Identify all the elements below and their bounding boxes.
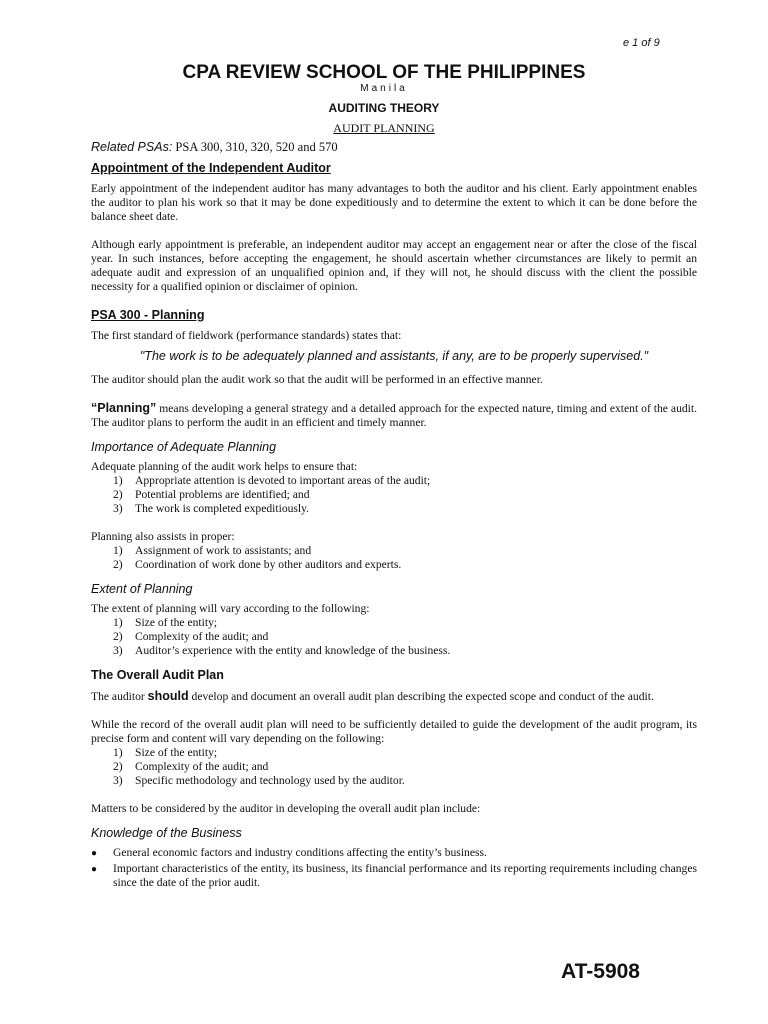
- list-number: 1): [113, 746, 123, 759]
- list-item: [91, 862, 697, 890]
- bullet-icon: ●: [91, 864, 98, 875]
- page-number: e 1 of 9: [623, 37, 660, 49]
- city-label: Manila: [360, 83, 408, 94]
- planning-definition: [91, 401, 697, 430]
- list-text: Coordination of work done by other auditors and experts.: [135, 558, 402, 571]
- list-text: Size of the entity;: [135, 616, 218, 629]
- list-number: 2): [113, 488, 123, 501]
- effective-paragraph: The auditor should plan the audit work so that the audit will be performed in an effective manner.: [91, 373, 543, 386]
- related-psas-value: PSA 300, 310, 320, 520 and 570: [175, 140, 338, 154]
- list-item: [91, 630, 697, 644]
- list-text: Assignment of work to assistants; and: [135, 544, 312, 557]
- knowledge-heading: Knowledge of the Business: [91, 826, 242, 840]
- list-item: [91, 488, 697, 502]
- document-body: [91, 140, 697, 891]
- psa300-intro: The first standard of fieldwork (performance standards) states that:: [91, 329, 402, 342]
- document-code: AT-5908: [561, 960, 640, 983]
- planning-assists-intro: Planning also assists in proper:: [91, 530, 235, 543]
- list-number: 2): [113, 630, 123, 643]
- standard-quote: "The work is to be adequately planned and assistants, if any, are to be properly supervised.": [139, 349, 649, 363]
- appointment-heading: Appointment of the Independent Auditor: [91, 161, 331, 175]
- list-item: [91, 474, 697, 488]
- list-text: Auditor’s experience with the entity and knowledge of the business.: [135, 644, 451, 657]
- list-text: Size of the entity;: [135, 746, 218, 759]
- overall-plan-paragraph-1: [91, 689, 697, 704]
- subject-heading: AUDITING THEORY: [328, 101, 440, 115]
- overall-plan-heading: The Overall Audit Plan: [91, 668, 224, 682]
- list-item: [91, 846, 697, 861]
- planning-definition-text: means developing a general strategy and a detailed approach for the expected nature, timing and extent of the audit. The auditor plans to perform the audit in an efficient and timely manner.: [91, 402, 697, 429]
- list-text: General economic factors and industry conditions affecting the entity’s business.: [113, 846, 487, 859]
- related-psas: [91, 140, 697, 154]
- text-fragment: The auditor: [91, 690, 148, 703]
- list-item: [91, 746, 697, 760]
- topic-heading: AUDIT PLANNING: [333, 121, 435, 135]
- list-number: 3): [113, 774, 123, 787]
- list-item: [91, 760, 697, 774]
- list-item: [91, 544, 697, 558]
- list-number: 3): [113, 644, 123, 657]
- list-text: Important characteristics of the entity, its business, its financial performance and its reporting requirements including changes since the date of the prior audit.: [113, 862, 697, 889]
- knowledge-list: [91, 846, 697, 890]
- list-item: [91, 502, 697, 516]
- list-item: [91, 558, 697, 572]
- list-item: [91, 644, 697, 658]
- psa300-heading: PSA 300 - Planning: [91, 308, 205, 322]
- overall-plan-list: [91, 746, 697, 788]
- list-number: 1): [113, 544, 123, 557]
- list-number: 2): [113, 558, 123, 571]
- school-title: CPA REVIEW SCHOOL OF THE PHILIPPINES: [182, 62, 586, 83]
- importance-heading: Importance of Adequate Planning: [91, 440, 277, 454]
- bullet-icon: ●: [91, 848, 98, 859]
- overall-plan-paragraph-2: While the record of the overall audit plan will need to be sufficiently detailed to guide the development of the audit program, its precise form and content will vary depending on the following:: [91, 718, 697, 745]
- importance-list: [91, 474, 697, 516]
- list-text: Specific methodology and technology used by the auditor.: [135, 774, 405, 787]
- planning-assists-list: [91, 544, 697, 572]
- list-text: Potential problems are identified; and: [135, 488, 310, 501]
- importance-intro: Adequate planning of the audit work helps to ensure that:: [91, 460, 358, 473]
- list-number: 2): [113, 760, 123, 773]
- text-fragment: develop and document an overall audit plan describing the expected scope and conduct of the audit.: [188, 690, 654, 703]
- list-item: [91, 616, 697, 630]
- list-text: Complexity of the audit; and: [135, 630, 269, 643]
- planning-term: “Planning”: [91, 401, 157, 415]
- extent-heading: Extent of Planning: [91, 582, 193, 596]
- list-text: The work is completed expeditiously.: [135, 502, 310, 515]
- related-psas-label: Related PSAs:: [91, 140, 173, 154]
- appointment-paragraph-1: Early appointment of the independent auditor has many advantages to both the auditor and his client. Early appointment enables the auditor to plan his work so that it may be done expeditiously and to determine the extent to which it can be done before the balance sheet date.: [91, 182, 697, 223]
- appointment-paragraph-2: Although early appointment is preferable, an independent auditor may accept an engagement near or after the close of the fiscal year. In such instances, before accepting the engagement, he should ascertain whether circumstances are likely to permit an adequate audit and expression of an unqualified opinion and, if they will not, he should discuss with the client the possible necessity for a qualified opinion or disclaimer of opinion.: [91, 238, 697, 293]
- list-number: 1): [113, 616, 123, 629]
- list-item: [91, 774, 697, 788]
- overall-plan-paragraph-3: Matters to be considered by the auditor in developing the overall audit plan include:: [91, 802, 481, 815]
- should-emphasis: should: [147, 689, 189, 703]
- extent-list: [91, 616, 697, 658]
- list-text: Appropriate attention is devoted to important areas of the audit;: [135, 474, 431, 487]
- extent-intro: The extent of planning will vary according to the following:: [91, 602, 370, 615]
- list-text: Complexity of the audit; and: [135, 760, 269, 773]
- list-number: 1): [113, 474, 123, 487]
- list-number: 3): [113, 502, 123, 515]
